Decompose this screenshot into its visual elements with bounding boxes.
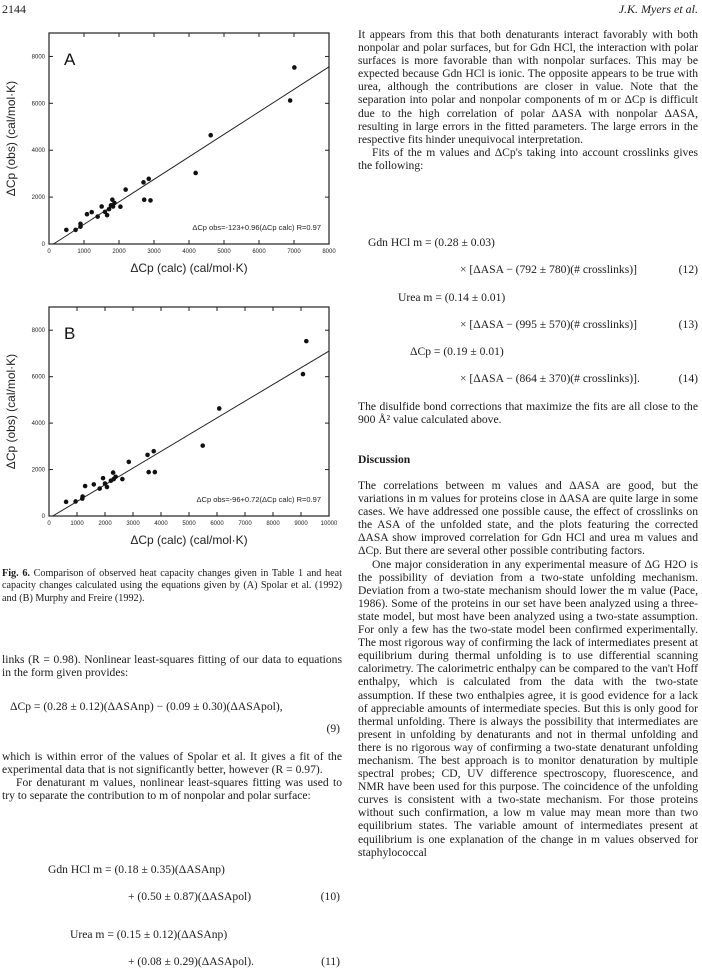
x-tick-label: 1000 [70,521,84,527]
equation-11-line-1: Urea m = (0.15 ± 0.12)(ΔASAnp) [70,928,228,941]
x-tick-label: 6000 [210,521,224,527]
data-point [288,98,293,103]
running-header-authors: J.K. Myers et al. [618,2,698,16]
data-point [208,133,213,138]
x-axis-label: ΔCp (calc) (cal/mol·K) [130,261,248,275]
x-tick-label: 5000 [217,249,231,255]
fit-line [53,351,329,516]
equation-number: (11) [321,955,340,968]
left-column-text [2,653,342,679]
data-point [304,339,309,344]
equation-number: (12) [678,263,698,276]
section-heading-discussion: Discussion [358,453,411,466]
y-tick-label: 6000 [31,374,45,381]
equation-14-line-1: ΔCp = (0.19 ± 0.01) [410,345,504,358]
paragraph: One major consideration in any experimental measure of ΔG H2O is the possibility of deviation from a two-state unfolding mechanism. Deviation from a two-state mechanism should lower the m value (Pace, 1986). Some of the proteins in our set have been analyzed using a three-state model, but most have been analyzed using a two-state assumption. For only a few has the two-state model been confirmed experimentally. The most rigorous way of confirming the lack of intermediates present at equilibrium during thermal unfolding is to use differential scanning calorimetry. The calorimetric enthalpy can be compared to the van't Hoff enthalpy, which is calculated from the data with the two-state assumption. If these two enthalpies agree, it is good evidence for a lack of appreciable amounts of intermediate species. But this is only good for thermal unfolding. There is always the possibility that intermediates are present in unfolding by denaturants and not in thermal unfolding and there is no rigorous way of confirming a two-state denaturant unfolding mechanism. The best approach is to monitor denaturation by multiple spectral probes; CD, UV difference spectroscopy, fluorescence, and NMR have been used for this purpose. The coincidence of the unfolding curves is consistent with a two-state mechanism. For those proteins without such confirmation, a low m value may mean more than two equilibrium states. The variable amount of intermediates present at equilibrium is one explanation of the change in m values observed for staphylococcal [358,557,698,859]
data-point [200,443,205,448]
right-column-text [358,28,698,172]
x-tick-label: 10000 [320,521,338,527]
paragraph: The disulfide bond corrections that maximize the fits are all close to the 900 Å² value calculated above. [358,400,698,427]
equation-14-line-2: × [ΔASA − (864 ± 370)(# crosslinks)]. [460,372,640,385]
data-point [217,406,222,411]
figure-6a-scatter-chart [0,20,345,290]
x-tick-label: 9000 [294,521,308,527]
equation-number: (10) [320,890,340,903]
y-tick-label: 0 [41,242,45,248]
y-tick-label: 4000 [31,421,45,428]
data-point [127,460,132,465]
data-point [73,499,78,504]
equation-10-line-2: + (0.50 ± 0.87)(ΔASApol) [128,890,252,903]
x-tick-label: 3000 [147,249,161,255]
equation-12-line-2: × [ΔASA − (792 ± 780)(# crosslinks)] [460,263,637,276]
x-tick-label: 6000 [252,249,266,255]
data-point [151,449,156,454]
data-point [105,485,110,490]
x-tick-label: 8000 [266,521,280,527]
x-tick-label: 3000 [126,521,140,527]
caption-text: Comparison of observed heat capacity changes given in Table 1 and heat capacity changes calculated using the equations given by (A) Spolar et al. (1992) and (B) Murphy and Freire (1992). [2,568,343,604]
equation-13-line-1: Urea m = (0.14 ± 0.01) [398,291,506,304]
data-point [141,180,146,185]
equation-9: ΔCp = (0.28 ± 0.12)(ΔASAnp) − (0.09 ± 0.30)(ΔASApol), [10,700,283,713]
y-tick-label: 0 [41,514,45,520]
right-column-text-2 [358,400,698,426]
x-tick-label: 8000 [322,249,336,255]
data-point [99,204,104,209]
data-point [292,65,297,70]
equation-10-line-1: Gdn HCl m = (0.18 ± 0.35)(ΔASAnp) [48,863,225,876]
data-point [146,177,151,182]
figure-6b-scatter-chart [0,300,345,562]
y-axis-label: ΔCp (obs) (cal/mol·K) [4,80,18,197]
figure-caption [2,568,342,605]
regression-annotation: ΔCp obs=-96+0.72(ΔCp calc) R=0.97 [196,495,321,505]
data-point [64,228,69,233]
data-point [113,474,118,479]
data-point [301,372,306,377]
data-point [146,470,151,475]
caption-label: Fig. 6. [2,568,30,579]
panel-label: A [64,50,76,69]
x-tick-label: 0 [47,249,51,255]
data-point [145,453,150,458]
data-point [95,214,100,219]
data-point [73,228,78,233]
paragraph: links (R = 0.98). Nonlinear least-squares fitting of our data to equations in the form given provides: [2,653,342,680]
y-tick-label: 8000 [31,54,45,61]
equation-number: (9) [326,722,340,735]
equation-12-line-1: Gdn HCl m = (0.28 ± 0.03) [368,236,495,249]
data-point [85,212,90,217]
plot-frame [49,307,329,516]
y-tick-label: 2000 [31,467,45,474]
regression-annotation: ΔCp obs=-123+0.96(ΔCp calc) R=0.97 [192,222,321,232]
paragraph: Fits of the m values and ΔCp's taking into account crosslinks gives the following: [358,145,698,172]
x-tick-label: 7000 [287,249,301,255]
data-point [148,198,153,203]
paragraph: It appears from this that both denaturants interact favorably with both nonpolar and polar surfaces, but for Gdn HCl, the interaction with polar surfaces is more favorable than with nonpolar surfaces. This may be expected because Gdn HCl is ionic. The opposite appears to be true with urea, although the contributions are closer in value. Note that the separation into polar and nonpolar components of m or ΔCp is difficult due to the high correlation of polar ΔASA with nonpolar ΔASA, resulting in large errors in the fitted parameters. The large errors in the respective fits hinder unequivocal interpretation. [358,28,698,146]
fit-line [53,67,329,244]
data-point [105,213,110,218]
x-tick-label: 5000 [182,521,196,527]
x-tick-label: 4000 [182,249,196,255]
data-point [123,187,128,192]
left-column-text-2 [2,750,342,802]
y-tick-label: 8000 [31,328,45,335]
data-point [89,210,94,215]
data-point [80,494,85,499]
data-point [92,482,97,487]
y-tick-label: 4000 [31,148,45,155]
equation-13-line-2: × [ΔASA − (995 ± 570)(# crosslinks)] [460,318,637,331]
data-point [101,476,106,481]
paragraph: The correlations between m values and ΔASA are good, but the variations in m values for proteins close in ΔASA are quite large in some cases. We have addressed one possible cause, the effect of crosslinks on the ASA of the unfolded state, and the plots featuring the corrected ΔASA show improved correlation for Gdn HCl and urea m values and ΔCp. But there are several other possible contributing factors. [358,479,698,558]
data-point [193,171,198,176]
x-axis-label: ΔCp (calc) (cal/mol·K) [130,533,248,547]
page-number: 2144 [2,2,26,16]
data-point [142,197,147,202]
data-point [78,222,83,227]
paragraph: For denaturant m values, nonlinear least-squares fitting was used to try to separate the contribution to m of nonpolar and polar surface: [2,776,342,803]
right-column-text-3 [358,479,698,859]
data-point [111,470,116,475]
equation-number: (13) [678,318,698,331]
x-tick-label: 1000 [77,249,91,255]
y-tick-label: 2000 [31,195,45,202]
panel-label: B [64,324,76,343]
x-tick-label: 0 [47,521,51,527]
data-point [64,500,69,505]
y-tick-label: 6000 [31,101,45,108]
x-tick-label: 2000 [98,521,112,527]
data-point [153,470,158,475]
equation-11-line-2: + (0.08 ± 0.29)(ΔASApol). [128,955,254,968]
data-point [112,201,117,206]
data-point [120,477,125,482]
equation-number: (14) [678,372,698,385]
x-tick-label: 2000 [112,249,126,255]
data-point [97,486,102,491]
x-tick-label: 7000 [238,521,252,527]
y-axis-label: ΔCp (obs) (cal/mol·K) [4,353,18,470]
data-point [83,484,88,489]
data-point [118,204,123,209]
paragraph: which is within error of the values of Spolar et al. It gives a fit of the experimental data that is not significantly better, however (R = 0.97). [2,750,342,777]
x-tick-label: 4000 [154,521,168,527]
